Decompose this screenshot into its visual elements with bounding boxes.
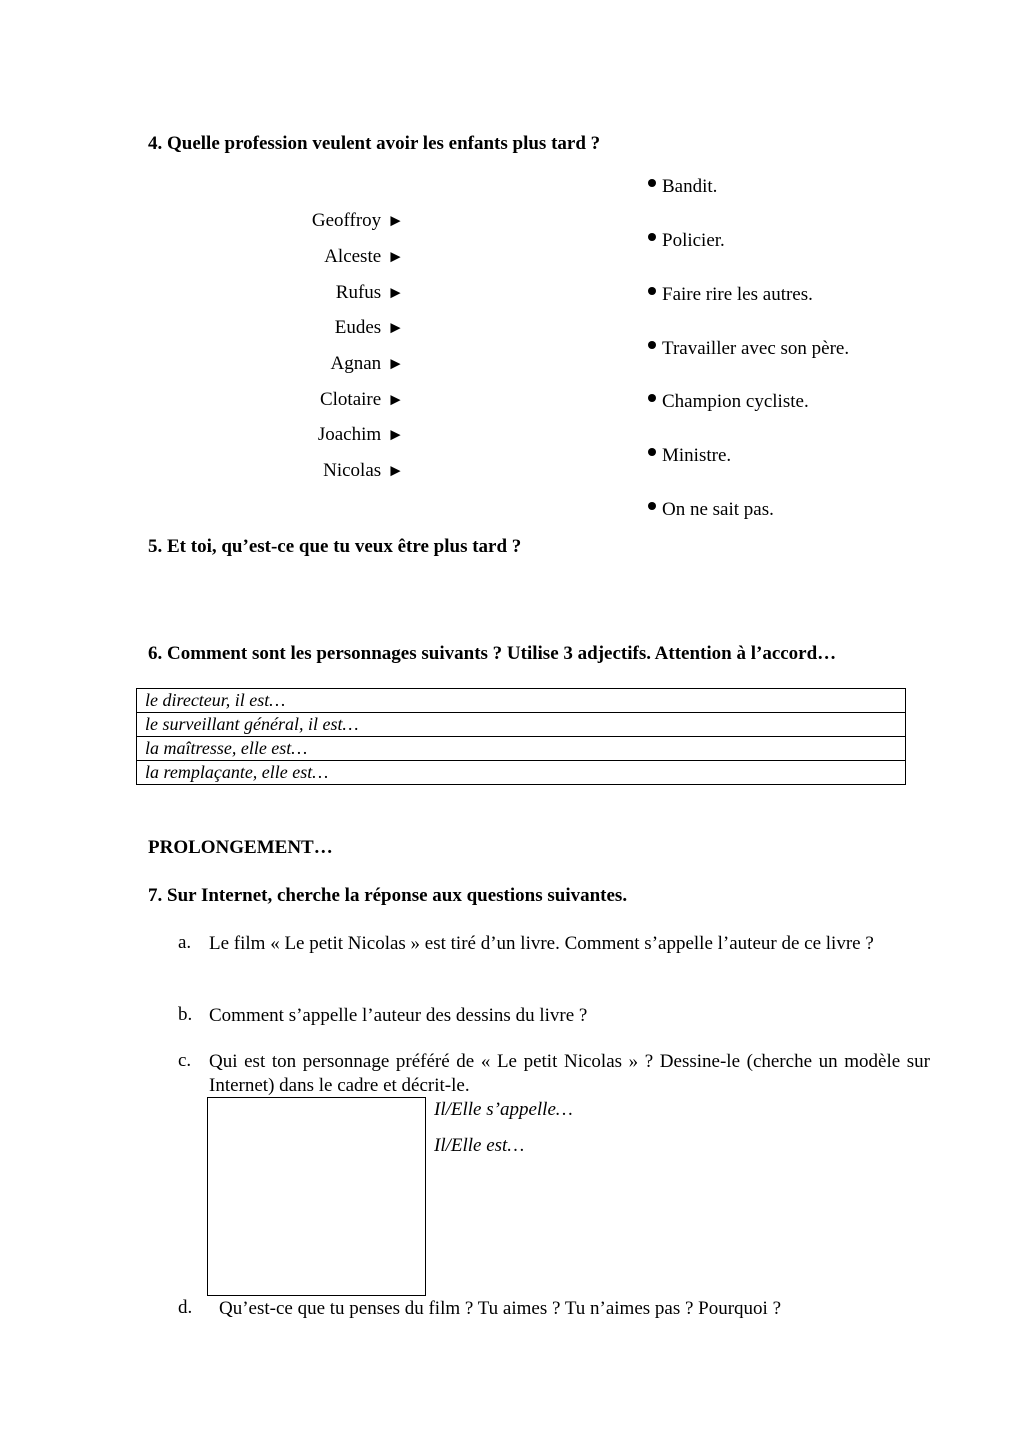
arrow-right-icon: ► <box>387 318 404 337</box>
name-label: Eudes <box>334 317 382 338</box>
bullet-icon <box>648 394 656 402</box>
option-label: Champion cycliste. <box>662 391 809 412</box>
sub-question-label: a. <box>178 932 192 953</box>
sub-question-label: b. <box>178 1004 193 1025</box>
option-item <box>648 284 813 306</box>
sub-question-text: Qu’est-ce que tu penses du film ? Tu aimes ? Tu n’aimes pas ? Pourquoi ? <box>219 1298 782 1319</box>
option-item <box>648 176 717 198</box>
arrow-right-icon: ► <box>387 283 404 302</box>
frame-caption-description: Il/Elle est… <box>434 1135 525 1156</box>
option-item <box>648 499 774 521</box>
name-item <box>324 246 404 268</box>
bullet-icon <box>648 233 656 241</box>
sub-question-a <box>178 932 930 956</box>
name-label: Nicolas <box>323 460 382 481</box>
question-4-title: 4. Quelle profession veulent avoir les enfants plus tard ? <box>148 133 601 154</box>
name-label: Joachim <box>317 424 382 445</box>
frame-caption-name: Il/Elle s’appelle… <box>434 1099 573 1120</box>
table-cell[interactable]: le surveillant général, il est… <box>137 713 906 737</box>
option-item <box>648 230 725 252</box>
option-label: Faire rire les autres. <box>662 284 813 305</box>
bullet-icon <box>648 341 656 349</box>
table-row <box>137 713 906 737</box>
arrow-right-icon: ► <box>387 354 404 373</box>
sub-question-d <box>178 1297 930 1321</box>
question-7-title: 7. Sur Internet, cherche la réponse aux questions suivantes. <box>148 885 628 906</box>
drawing-frame[interactable] <box>207 1097 426 1296</box>
bullet-icon <box>648 179 656 187</box>
sub-question-b <box>178 1004 930 1028</box>
sub-question-text: Comment s’appelle l’auteur des dessins du livre ? <box>209 1005 588 1026</box>
sub-question-label: c. <box>178 1050 192 1071</box>
arrow-right-icon: ► <box>387 247 404 266</box>
option-item <box>648 445 731 467</box>
name-item <box>318 424 404 446</box>
option-item <box>648 391 809 413</box>
option-label: Policier. <box>662 230 725 251</box>
table-cell[interactable]: la remplaçante, elle est… <box>137 761 906 785</box>
option-item <box>648 338 849 360</box>
question-5-title: 5. Et toi, qu’est-ce que tu veux être plus tard ? <box>148 536 522 557</box>
name-item <box>320 389 404 411</box>
table-cell[interactable]: le directeur, il est… <box>137 689 906 713</box>
name-item <box>335 317 404 339</box>
arrow-right-icon: ► <box>387 390 404 409</box>
adjectives-table <box>136 688 906 785</box>
bullet-icon <box>648 502 656 510</box>
name-label: Clotaire <box>319 389 382 410</box>
name-item <box>312 210 404 232</box>
sub-question-c <box>178 1050 930 1098</box>
option-label: Travailler avec son père. <box>662 338 850 359</box>
arrow-right-icon: ► <box>387 461 404 480</box>
arrow-right-icon: ► <box>387 211 404 230</box>
name-item <box>323 460 404 482</box>
bullet-icon <box>648 448 656 456</box>
name-label: Geoffroy <box>311 210 382 231</box>
table-row <box>137 689 906 713</box>
name-item <box>336 282 404 304</box>
table-cell[interactable]: la maîtresse, elle est… <box>137 737 906 761</box>
table-row <box>137 737 906 761</box>
question-6-title: 6. Comment sont les personnages suivants ? Utilise 3 adjectifs. Attention à l’accord… <box>148 643 837 664</box>
sub-question-text: Le film « Le petit Nicolas » est tiré d’un livre. Comment s’appelle l’auteur de ce livre ? <box>209 933 874 954</box>
option-label: Bandit. <box>662 176 718 197</box>
sub-question-label: d. <box>178 1297 193 1318</box>
sub-question-text: Qui est ton personnage préféré de « Le petit Nicolas » ? Dessine-le (cherche un modèle sur Internet) dans le cadre et décrit-le. <box>209 1051 930 1096</box>
arrow-right-icon: ► <box>387 425 404 444</box>
table-row <box>137 761 906 785</box>
name-label: Alceste <box>324 246 382 267</box>
option-label: On ne sait pas. <box>662 499 774 520</box>
bullet-icon <box>648 287 656 295</box>
name-label: Rufus <box>335 282 382 303</box>
prolongement-heading: PROLONGEMENT… <box>148 837 333 858</box>
option-label: Ministre. <box>662 445 732 466</box>
name-label: Agnan <box>330 353 382 374</box>
name-item <box>331 353 404 375</box>
